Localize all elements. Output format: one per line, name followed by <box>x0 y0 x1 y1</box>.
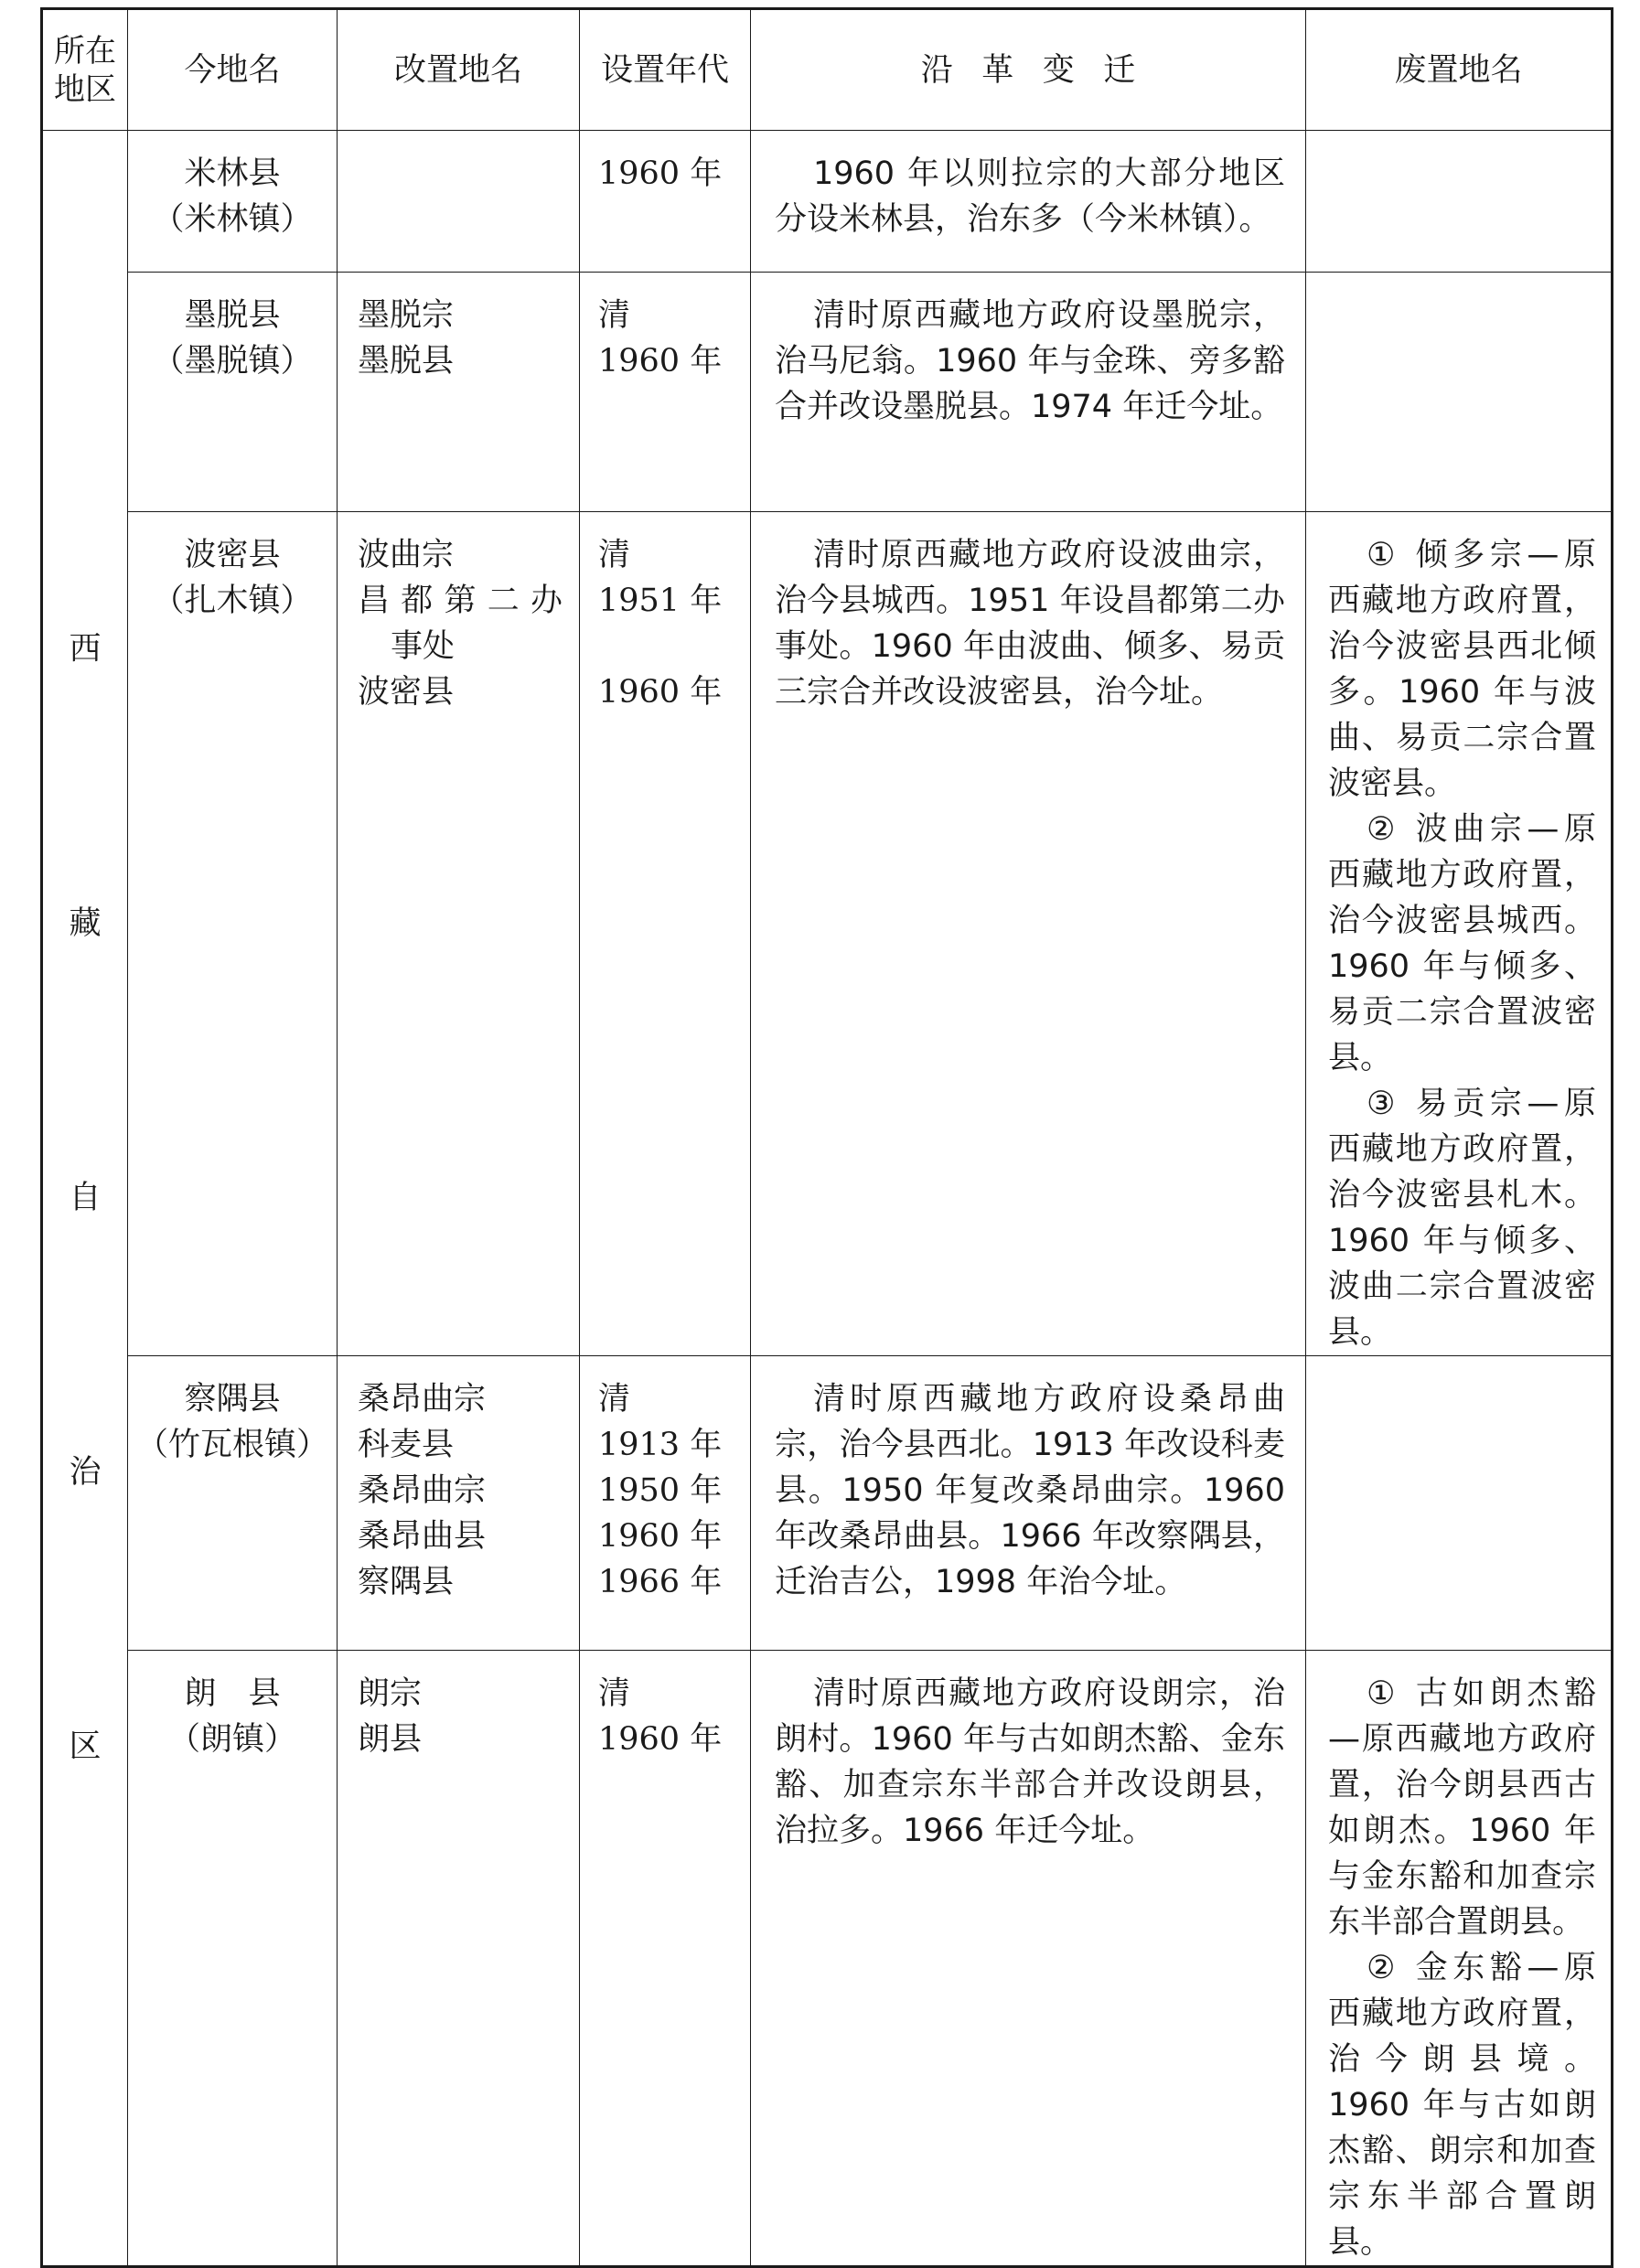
county-name: 朗 县 <box>184 1675 281 1712</box>
history-cell <box>751 1651 1306 2267</box>
county-name: 米林县 <box>184 155 281 192</box>
abolished-entry: ③ 易贡宗—原西藏地方政府置，治今波密县札木。1960 年与倾多、波曲二宗合置波密县。 <box>1328 1086 1596 1351</box>
year-entry: 清 <box>598 1675 631 1712</box>
region-char: 自 <box>69 1180 102 1216</box>
year-entry: 1950 年 <box>598 1472 723 1509</box>
abolished-entry: ① 倾多宗—原西藏地方政府置，治今波密县西北倾多。1960 年与波曲、易贡二宗合置波密县。 <box>1328 537 1596 802</box>
abolished-entry: ② 金东豁—原西藏地方政府置，治今朗县境。1960 年与古如朗杰豁、朗宗和加查宗东半部合置朗县。 <box>1328 1950 1596 2261</box>
region-char: 藏 <box>69 905 102 942</box>
year-entry <box>598 624 750 669</box>
county-seat: （扎木镇） <box>152 583 313 619</box>
abolished-entry: ① 古如朗杰豁—原西藏地方政府置，治今朗县西古如朗杰。1960 年与金东豁和加查宗东半部合置朗县。 <box>1328 1675 1596 1941</box>
table-row <box>42 1356 1613 1651</box>
table-row <box>42 131 1613 273</box>
table-row <box>42 1651 1613 2267</box>
current-name-cell <box>128 273 338 512</box>
header-established: 设置年代 <box>580 9 751 131</box>
header-history: 沿革变迁 <box>751 9 1306 131</box>
county-name: 波密县 <box>184 537 281 573</box>
former-entry: 朗宗 <box>358 1675 423 1712</box>
abolished-cell <box>1306 512 1613 1356</box>
current-name-cell <box>128 1356 338 1651</box>
year-entry: 1960 年 <box>598 343 723 380</box>
header-row <box>42 9 1613 131</box>
year-entry: 1960 年 <box>598 674 723 711</box>
history-text: 清时原西藏地方政府设墨脱宗，治马尼翁。1960 年与金珠、旁多豁合并改设墨脱县。1974 年迁今址。 <box>775 297 1285 425</box>
year-entry: 1960 年 <box>598 155 723 192</box>
former-name-cell <box>338 273 580 512</box>
table-row <box>42 512 1613 1356</box>
header-region: 所在 地区 <box>42 9 128 131</box>
year-entry: 1960 年 <box>598 1721 723 1758</box>
former-entry: 桑昂曲宗 <box>358 1472 487 1509</box>
year-entry: 1913 年 <box>598 1427 723 1463</box>
history-text: 清时原西藏地方政府设波曲宗，治今县城西。1951 年设昌都第二办事处。1960 年由波曲、倾多、易贡三宗合并改设波密县，治今址。 <box>775 537 1285 711</box>
former-name-cell <box>338 512 580 1356</box>
region-char: 西 <box>69 631 102 668</box>
abolished-cell <box>1306 1651 1613 2267</box>
established-cell <box>580 1356 751 1651</box>
established-cell <box>580 273 751 512</box>
county-seat: （朗镇） <box>167 1721 296 1758</box>
current-name-cell <box>128 512 338 1356</box>
history-cell <box>751 512 1306 1356</box>
abolished-entry: ② 波曲宗—原西藏地方政府置，治今波密县城西。1960 年与倾多、易贡二宗合置波密县。 <box>1328 811 1596 1076</box>
former-entry: 昌都第二办 <box>358 583 574 619</box>
former-entry: 桑昂曲县 <box>358 1518 487 1555</box>
header-current-name: 今地名 <box>128 9 338 131</box>
header-abolished: 废置地名 <box>1306 9 1613 131</box>
former-entry: 墨脱县 <box>358 343 455 380</box>
region-char: 治 <box>69 1454 102 1491</box>
former-name-cell <box>338 1651 580 2267</box>
county-name: 察隅县 <box>184 1381 281 1418</box>
former-name-cell <box>338 1356 580 1651</box>
current-name-cell <box>128 1651 338 2267</box>
established-cell <box>580 1651 751 2267</box>
county-name: 墨脱县 <box>184 297 281 334</box>
history-cell <box>751 273 1306 512</box>
region-char: 区 <box>69 1728 102 1765</box>
established-cell <box>580 131 751 273</box>
county-seat: （竹瓦根镇） <box>135 1427 328 1463</box>
year-entry: 1960 年 <box>598 1518 723 1555</box>
former-name-cell <box>338 131 580 273</box>
year-entry: 1951 年 <box>598 583 723 619</box>
header-former-name: 改置地名 <box>338 9 580 131</box>
year-entry: 清 <box>598 537 631 573</box>
year-entry: 1966 年 <box>598 1564 723 1600</box>
history-text: 清时原西藏地方政府设朗宗，治朗村。1960 年与古如朗杰豁、金东豁、加查宗东半部合并改设朗县，治拉多。1966 年迁今址。 <box>775 1675 1285 1849</box>
established-cell <box>580 512 751 1356</box>
county-seat: （墨脱镇） <box>152 343 313 380</box>
current-name-cell <box>128 131 338 273</box>
year-entry: 清 <box>598 297 631 334</box>
abolished-cell <box>1306 273 1613 512</box>
history-cell <box>751 1356 1306 1651</box>
history-text: 清时原西藏地方政府设桑昂曲宗，治今县西北。1913 年改设科麦县。1950 年复改桑昂曲宗。1960 年改桑昂曲县。1966 年改察隅县，迁治吉公，1998 年治今址。 <box>775 1381 1285 1600</box>
abolished-cell <box>1306 131 1613 273</box>
former-entry: 朗县 <box>358 1721 423 1758</box>
abolished-cell <box>1306 1356 1613 1651</box>
former-entry: 事处 <box>391 628 456 665</box>
county-seat: （米林镇） <box>152 201 313 238</box>
former-entry: 察隅县 <box>358 1564 455 1600</box>
former-entry: 桑昂曲宗 <box>358 1381 487 1418</box>
history-table <box>40 7 1613 2268</box>
region-cell <box>42 131 128 2267</box>
history-cell <box>751 131 1306 273</box>
document-page <box>40 7 1611 2261</box>
table-row <box>42 273 1613 512</box>
history-text: 1960 年以则拉宗的大部分地区分设米林县，治东多（今米林镇）。 <box>775 155 1285 238</box>
year-entry: 清 <box>598 1381 631 1418</box>
former-entry: 波曲宗 <box>358 537 455 573</box>
former-entry: 科麦县 <box>358 1427 455 1463</box>
former-entry: 墨脱宗 <box>358 297 455 334</box>
former-entry: 波密县 <box>358 674 455 711</box>
